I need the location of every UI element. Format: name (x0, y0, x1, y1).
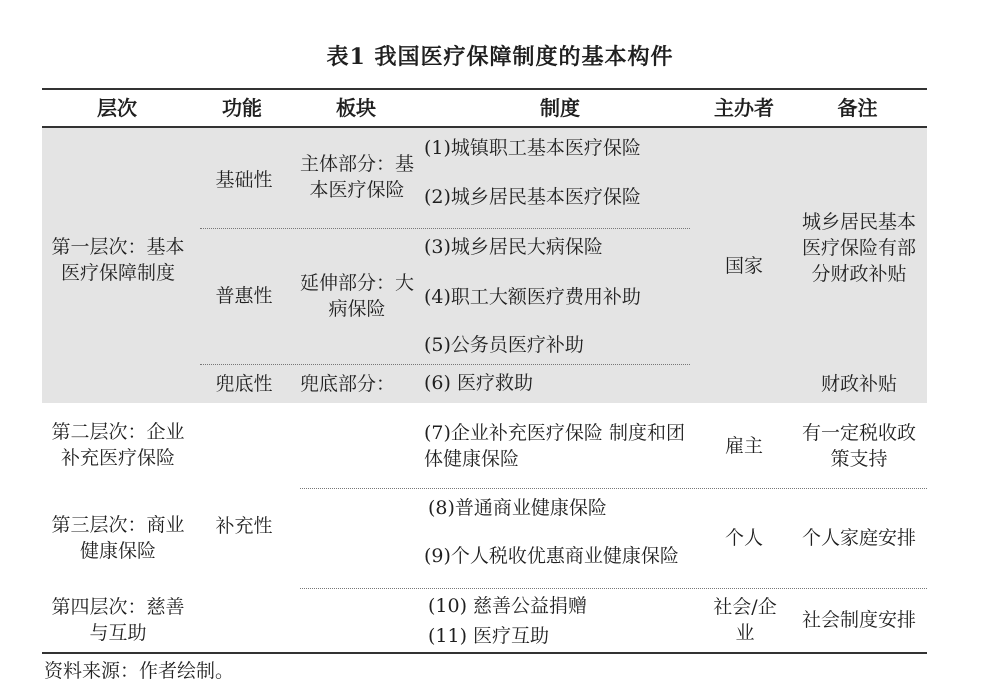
function-supplementary: 补充性 (215, 515, 273, 537)
separator-level-2-3 (300, 488, 927, 489)
block-safety-net: 兜底部分： (300, 373, 396, 395)
level-1-cell: 第一层次：基本医疗保障制度 (51, 236, 185, 284)
function-inclusive: 普惠性 (215, 285, 273, 307)
function-safety-net: 兜底性 (215, 373, 273, 395)
header-system: 制度 (540, 96, 580, 120)
separator-function-2 (200, 364, 690, 365)
remark-subsidy-detail: 城乡居民基本医疗保险有部分财政补贴 (801, 211, 916, 285)
system-10: (10) 慈善公益捐赠 (428, 595, 588, 617)
header-level: 层次 (97, 96, 137, 120)
level-4-cell: 第四层次：慈善与互助 (51, 596, 185, 644)
remark-tax-support: 有一定税收政策支持 (801, 422, 916, 470)
separator-function-1 (200, 228, 690, 229)
level-2-cell: 第二层次：企业补充医疗保险 (51, 421, 185, 469)
header-block: 板块 (336, 96, 376, 120)
source-note: 资料来源：作者绘制。 (44, 660, 235, 682)
level-3-cell: 第三层次：商业健康保险 (51, 514, 185, 562)
bottom-rule (42, 652, 927, 654)
block-main: 主体部分：基本医疗保险 (299, 153, 414, 201)
header-function: 功能 (222, 96, 262, 120)
system-9: (9)个人税收优惠商业健康保险 (424, 545, 679, 567)
system-11: (11) 医疗互助 (428, 625, 550, 647)
header-remark: 备注 (837, 96, 878, 120)
block-extension: 延伸部分：大病保险 (299, 272, 414, 320)
organizer-employer: 雇主 (724, 435, 763, 457)
system-1: (1)城镇职工基本医疗保险 (424, 137, 641, 159)
function-basic: 基础性 (215, 169, 273, 191)
header-rule (42, 126, 927, 128)
remark-social: 社会制度安排 (801, 609, 916, 631)
system-3: (3)城乡居民大病保险 (424, 236, 603, 258)
system-7: (7)企业补充医疗保险 制度和团体健康保险 (424, 422, 685, 470)
header-organizer: 主办者 (714, 96, 774, 120)
system-6: (6) 医疗救助 (424, 372, 533, 394)
remark-subsidy: 财政补贴 (820, 373, 897, 395)
system-5: (5)公务员医疗补助 (424, 334, 584, 356)
separator-level-3-4 (300, 588, 927, 589)
remark-family: 个人家庭安排 (801, 527, 916, 549)
organizer-state: 国家 (724, 255, 763, 277)
organizer-individual: 个人 (724, 527, 763, 549)
organizer-society: 社会/企业 (713, 596, 777, 644)
table-title: 表1 我国医疗保障制度的基本构件 (326, 44, 674, 70)
system-2: (2)城乡居民基本医疗保险 (424, 186, 641, 208)
system-8: (8)普通商业健康保险 (428, 497, 607, 519)
system-4: (4)职工大额医疗费用补助 (424, 286, 641, 308)
